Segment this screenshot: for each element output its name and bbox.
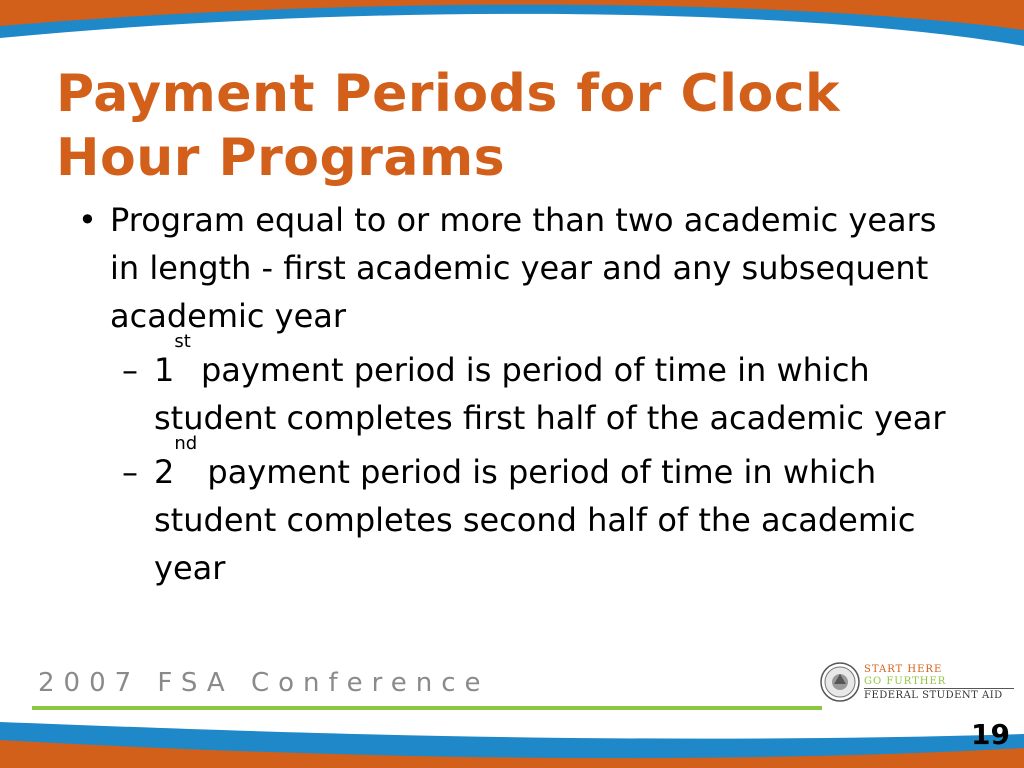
subbullet-number: 2 xyxy=(154,453,175,491)
logo-line-go: GO FURTHER xyxy=(864,676,947,687)
seal-icon xyxy=(820,662,860,702)
subbullet-dash: – xyxy=(122,351,138,389)
subbullet-number: 1 xyxy=(154,351,175,389)
logo-wordmark xyxy=(864,664,1014,703)
page-number: 19 xyxy=(971,718,1010,751)
ordinal-suffix: nd xyxy=(174,433,198,454)
subbullet-text: payment period is period of time in which student completes second half of the academic year xyxy=(154,453,916,587)
conference-label: 2007 FSA Conference xyxy=(38,668,490,698)
subbullet-dash: – xyxy=(122,453,138,491)
top-decorative-band xyxy=(0,0,1024,70)
logo-line-start: START HERE xyxy=(864,664,943,675)
slide-body xyxy=(74,196,974,592)
ordinal-suffix: st xyxy=(174,331,191,352)
subbullet-item-1 xyxy=(74,331,974,442)
bullet-text: Program equal to or more than two academic years in length - first academic year and any subsequent academic year xyxy=(110,201,937,335)
bottom-decorative-band xyxy=(0,700,1024,768)
bullet-dot: • xyxy=(78,201,97,239)
bullet-item xyxy=(74,196,974,340)
subbullet-text: payment period is period of time in which student completes first half of the academic year xyxy=(154,351,946,437)
slide-title: Payment Periods for Clock Hour Programs xyxy=(56,64,841,188)
logo-line-fsa: FEDERAL STUDENT AID xyxy=(864,688,1014,703)
subbullet-item-2 xyxy=(74,433,974,592)
